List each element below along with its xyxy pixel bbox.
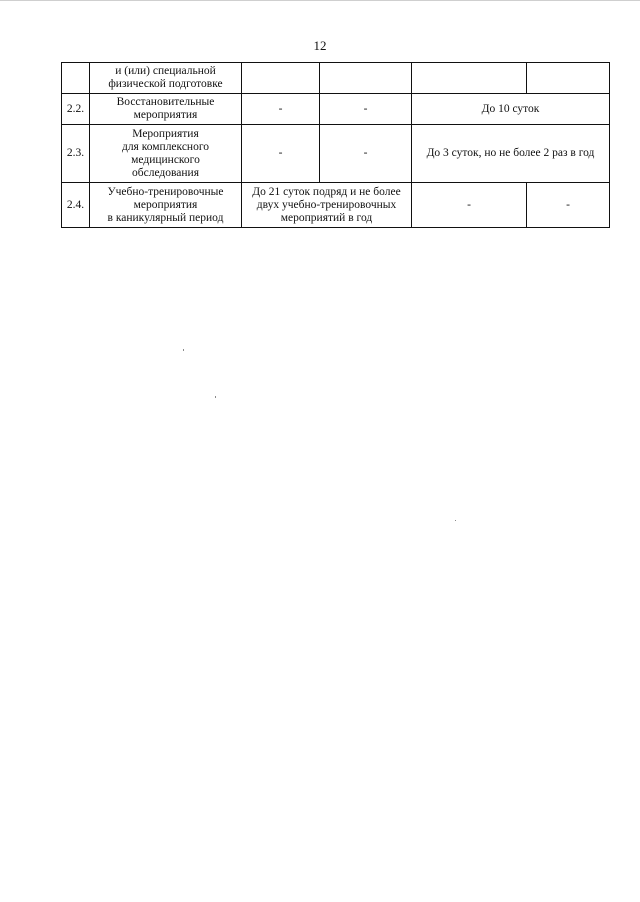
value-cell: До 21 суток подряд и не более двух учебно-тренировочных мероприятий в год [242, 183, 412, 228]
table-row [62, 125, 610, 183]
value-cell [527, 63, 610, 94]
value-cell: До 3 суток, но не более 2 раз в год [412, 125, 610, 183]
table-row [62, 94, 610, 125]
activity-title-cell: Мероприятия для комплексного медицинского обследования [90, 125, 242, 183]
activity-title-cell: и (или) специальной физической подготовке [90, 63, 242, 94]
scan-mark [183, 349, 184, 351]
row-number-cell [62, 63, 90, 94]
row-number-cell: 2.4. [62, 183, 90, 228]
table-row [62, 183, 610, 228]
value-cell [412, 63, 527, 94]
value-cell: - [320, 94, 412, 125]
page-number: 12 [313, 38, 327, 53]
training-schedule-table [61, 62, 610, 228]
value-cell [242, 63, 320, 94]
value-cell: До 10 суток [412, 94, 610, 125]
scan-mark [0, 0, 640, 1]
value-cell: - [412, 183, 527, 228]
row-number-cell: 2.3. [62, 125, 90, 183]
value-cell: - [527, 183, 610, 228]
scan-mark [455, 520, 456, 521]
value-cell: - [242, 125, 320, 183]
value-cell: - [242, 94, 320, 125]
activity-title-cell: Учебно-тренировочные мероприятия в каникулярный период [90, 183, 242, 228]
row-number-cell: 2.2. [62, 94, 90, 125]
table-row [62, 63, 610, 94]
value-cell [320, 63, 412, 94]
value-cell: - [320, 125, 412, 183]
activity-title-cell: Восстановительные мероприятия [90, 94, 242, 125]
scan-mark [215, 396, 216, 398]
